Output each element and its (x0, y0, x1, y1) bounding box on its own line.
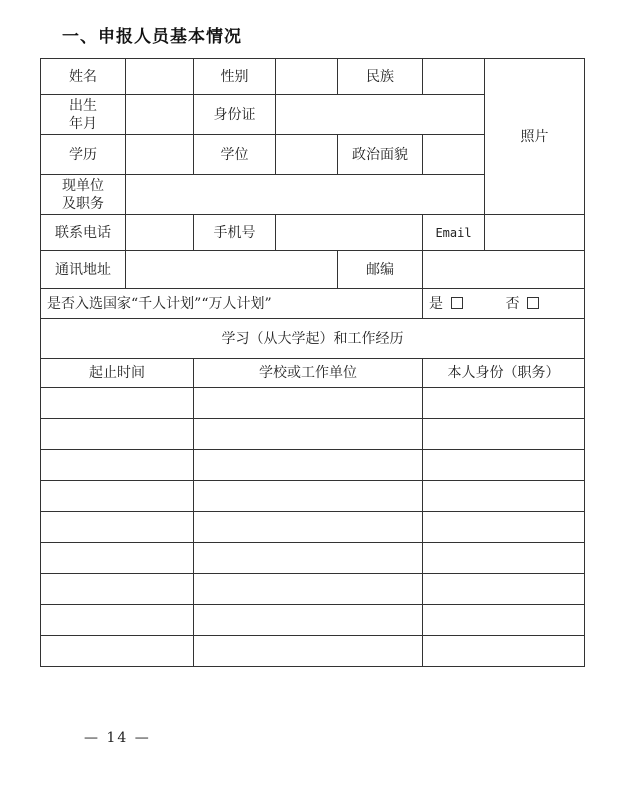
unit-label-line2: 及职务 (62, 195, 104, 212)
history-row (41, 543, 585, 574)
postcode-field[interactable] (423, 251, 585, 289)
section-title: 一、申报人员基本情况 (62, 27, 242, 47)
mobile-label: 手机号 (194, 215, 276, 251)
plan-question: 是否入选国家“千人计划”“万人计划” (41, 289, 423, 319)
birth-label (41, 95, 126, 135)
history-col-period: 起止时间 (41, 359, 194, 388)
history-period-cell[interactable] (41, 636, 194, 667)
history-institution-cell[interactable] (194, 605, 423, 636)
id-card-label: 身份证 (194, 95, 276, 135)
education-label: 学历 (41, 135, 126, 175)
id-card-field[interactable] (276, 95, 485, 135)
history-role-cell[interactable] (423, 388, 585, 419)
name-field[interactable] (126, 59, 194, 95)
history-period-cell[interactable] (41, 419, 194, 450)
applicant-info-table (40, 58, 585, 667)
birth-label-line1: 出生 (69, 97, 97, 114)
history-role-cell[interactable] (423, 512, 585, 543)
history-period-cell[interactable] (41, 481, 194, 512)
email-label: Email (423, 215, 485, 251)
history-row (41, 574, 585, 605)
history-institution-cell[interactable] (194, 388, 423, 419)
history-institution-cell[interactable] (194, 636, 423, 667)
address-field[interactable] (126, 251, 338, 289)
ethnicity-field[interactable] (423, 59, 485, 95)
postcode-label: 邮编 (338, 251, 423, 289)
history-institution-cell[interactable] (194, 481, 423, 512)
option-yes-label: 是 (429, 295, 443, 312)
page-number: — 14 — (84, 730, 151, 746)
history-section-title: 学习（从大学起）和工作经历 (41, 319, 585, 359)
mobile-field[interactable] (276, 215, 423, 251)
history-institution-cell[interactable] (194, 419, 423, 450)
plan-options (423, 289, 585, 319)
email-field[interactable] (485, 215, 585, 251)
history-row (41, 605, 585, 636)
history-row (41, 481, 585, 512)
history-role-cell[interactable] (423, 543, 585, 574)
ethnicity-label: 民族 (338, 59, 423, 95)
unit-label (41, 175, 126, 215)
history-period-cell[interactable] (41, 388, 194, 419)
birth-label-line2: 年月 (69, 115, 97, 132)
history-role-cell[interactable] (423, 450, 585, 481)
history-rows (41, 388, 585, 667)
history-role-cell[interactable] (423, 605, 585, 636)
history-period-cell[interactable] (41, 450, 194, 481)
unit-label-line1: 现单位 (62, 177, 104, 194)
history-row (41, 636, 585, 667)
phone-field[interactable] (126, 215, 194, 251)
history-row (41, 512, 585, 543)
political-status-label: 政治面貌 (338, 135, 423, 175)
yes-checkbox[interactable] (451, 297, 463, 309)
phone-label: 联系电话 (41, 215, 126, 251)
history-period-cell[interactable] (41, 605, 194, 636)
history-institution-cell[interactable] (194, 512, 423, 543)
history-institution-cell[interactable] (194, 574, 423, 605)
history-period-cell[interactable] (41, 543, 194, 574)
political-status-field[interactable] (423, 135, 485, 175)
degree-label: 学位 (194, 135, 276, 175)
name-label: 姓名 (41, 59, 126, 95)
history-role-cell[interactable] (423, 481, 585, 512)
history-role-cell[interactable] (423, 419, 585, 450)
history-period-cell[interactable] (41, 512, 194, 543)
education-field[interactable] (126, 135, 194, 175)
history-row (41, 419, 585, 450)
address-label: 通讯地址 (41, 251, 126, 289)
history-role-cell[interactable] (423, 574, 585, 605)
no-checkbox[interactable] (527, 297, 539, 309)
history-period-cell[interactable] (41, 574, 194, 605)
history-role-cell[interactable] (423, 636, 585, 667)
birth-field[interactable] (126, 95, 194, 135)
history-institution-cell[interactable] (194, 543, 423, 574)
history-col-role: 本人身份（职务） (423, 359, 585, 388)
gender-label: 性别 (194, 59, 276, 95)
history-col-institution: 学校或工作单位 (194, 359, 423, 388)
photo-area[interactable]: 照片 (485, 59, 585, 215)
option-no-label: 否 (505, 295, 520, 312)
degree-field[interactable] (276, 135, 338, 175)
unit-field[interactable] (126, 175, 485, 215)
history-row (41, 388, 585, 419)
history-row (41, 450, 585, 481)
gender-field[interactable] (276, 59, 338, 95)
history-institution-cell[interactable] (194, 450, 423, 481)
